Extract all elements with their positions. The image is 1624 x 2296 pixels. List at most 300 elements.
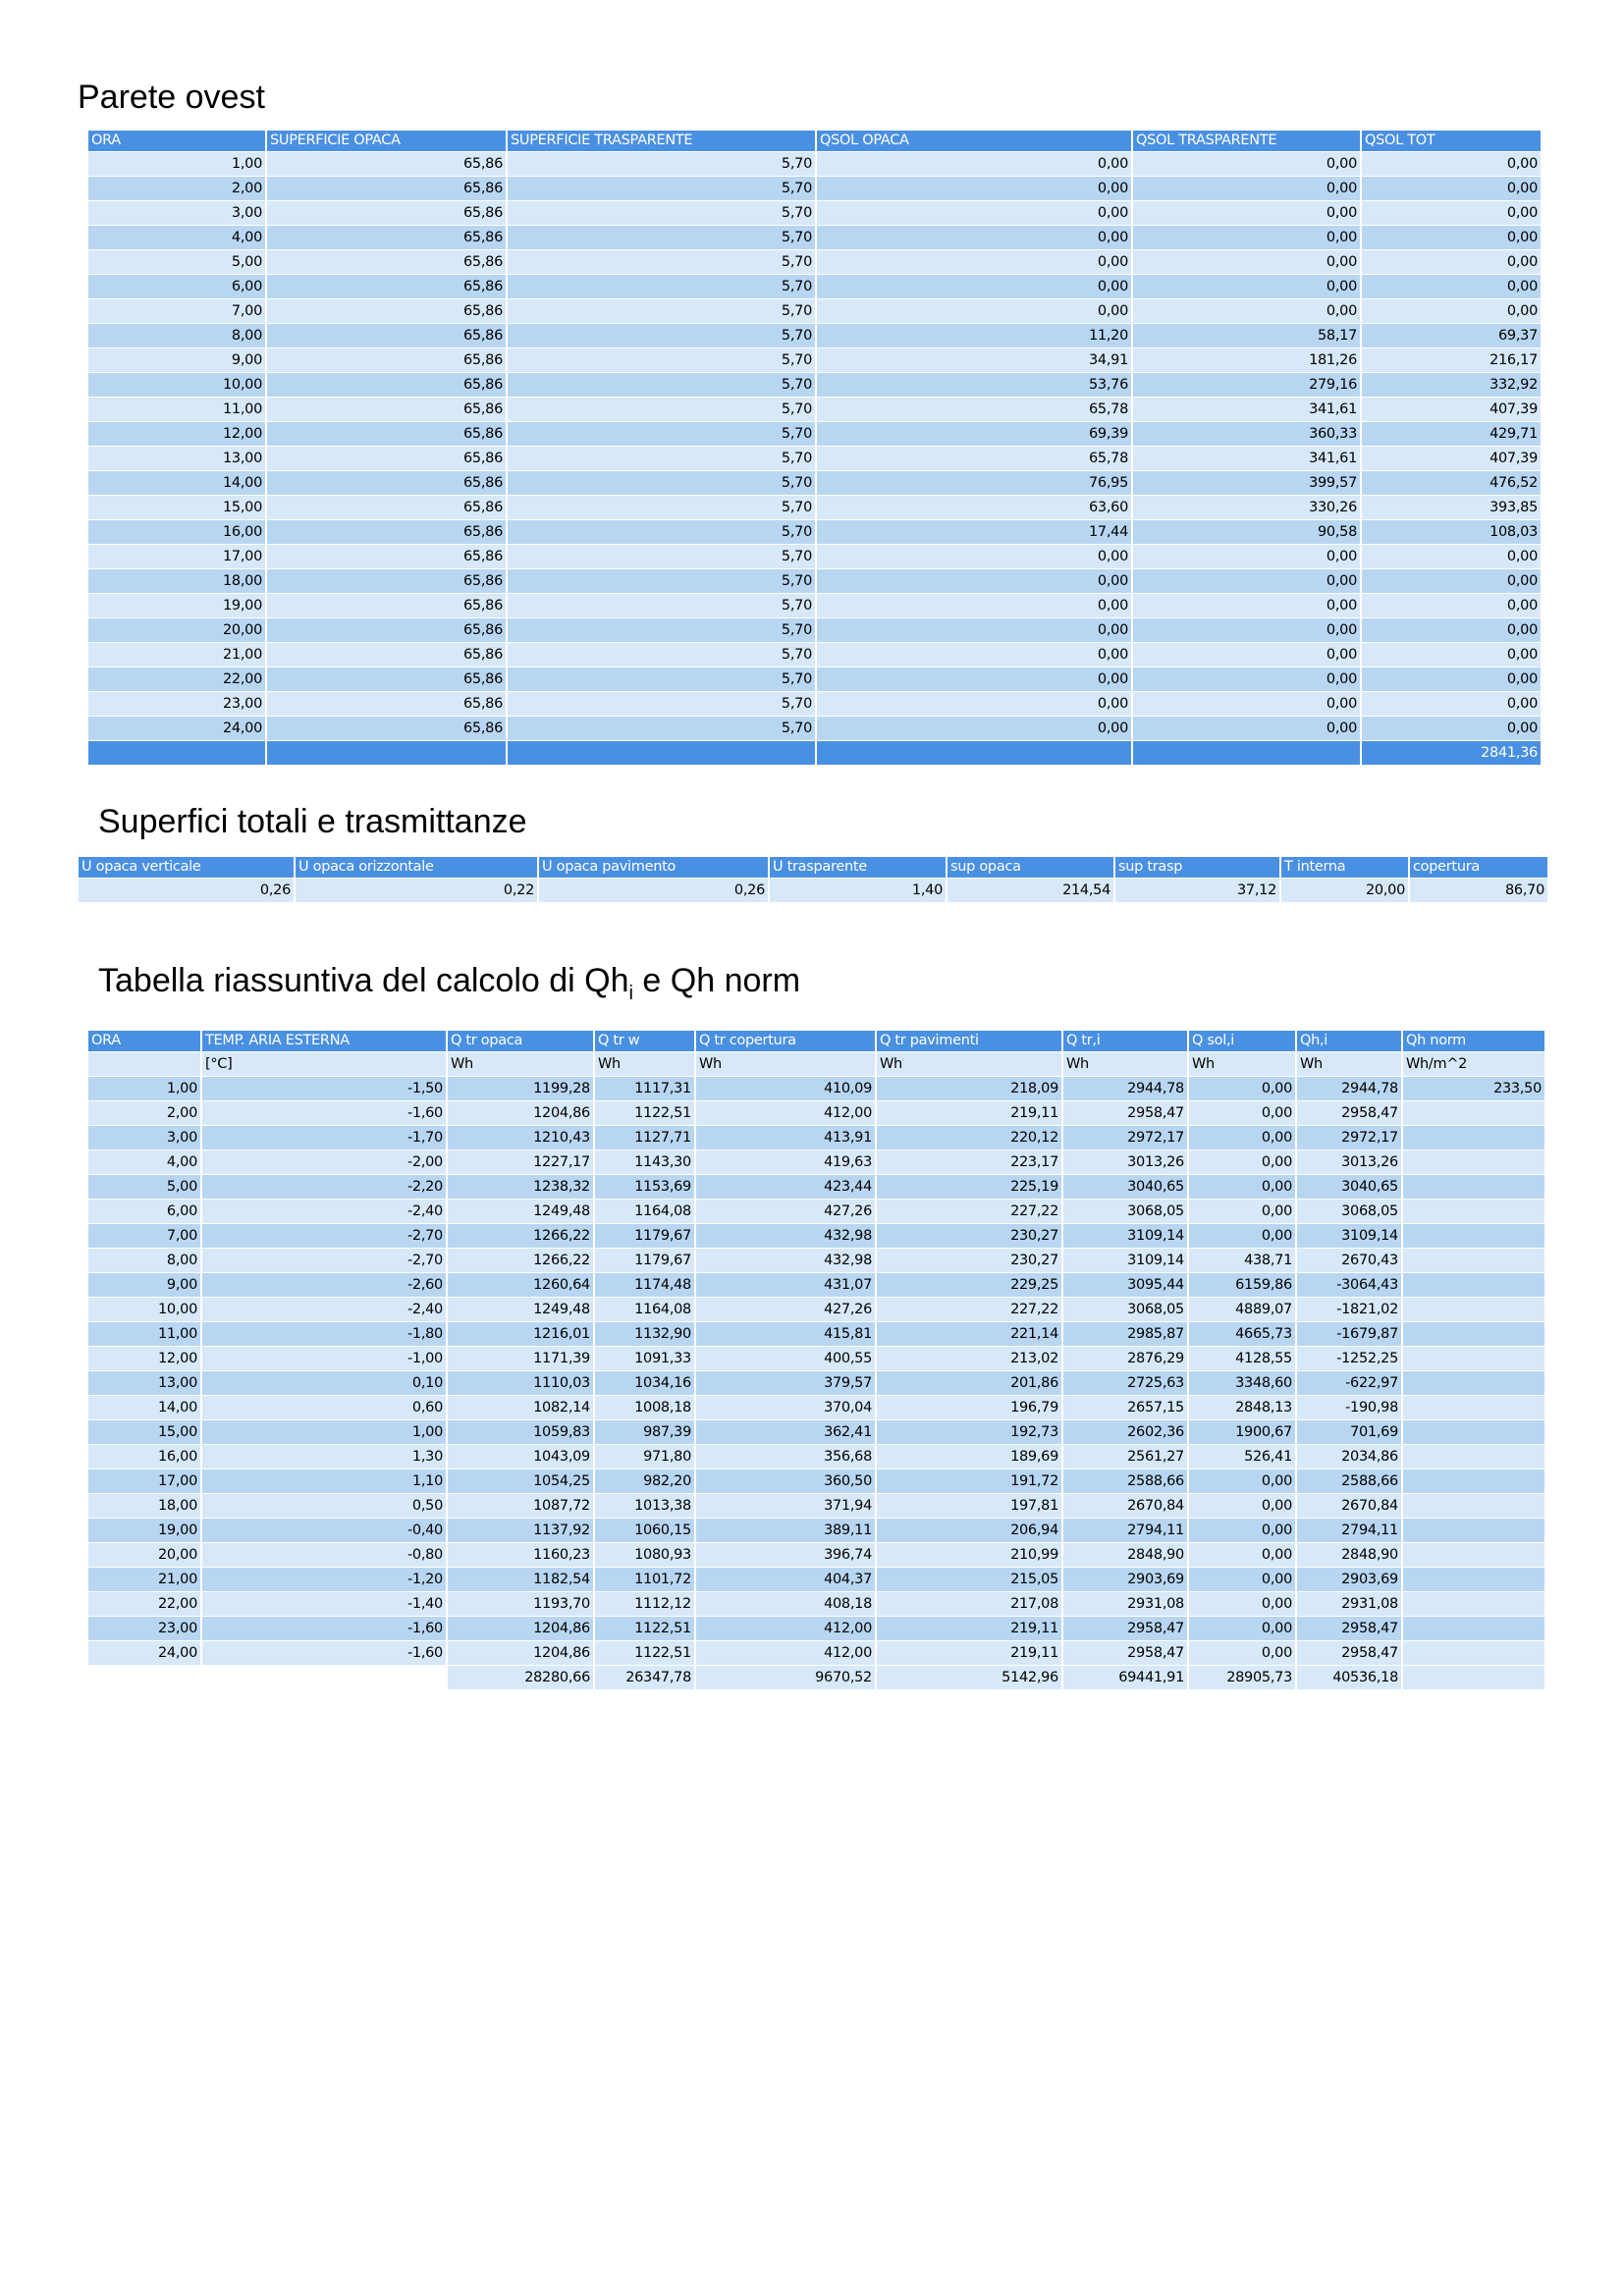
unit-cell: Wh	[695, 1052, 876, 1077]
column-header: U opaca orizzontale	[295, 857, 538, 879]
table-cell: -1,20	[201, 1568, 447, 1592]
table-cell: 214,54	[947, 879, 1114, 903]
table-cell: 65,86	[266, 348, 507, 373]
table-cell: 410,09	[695, 1077, 876, 1101]
table-row	[88, 1617, 1545, 1641]
table-cell: 21,00	[88, 1568, 201, 1592]
table-cell: 1122,51	[594, 1617, 695, 1641]
unit-cell: Wh	[1188, 1052, 1296, 1077]
table-row	[88, 545, 1542, 569]
column-header: Q tr w	[594, 1031, 695, 1052]
table-cell: 2034,86	[1296, 1445, 1402, 1469]
table-cell: 415,81	[695, 1322, 876, 1347]
table-cell: 0,00	[1361, 545, 1542, 569]
table-cell: 2,00	[88, 1101, 201, 1126]
column-header: TEMP. ARIA ESTERNA	[201, 1031, 447, 1052]
table-cell: 221,14	[876, 1322, 1062, 1347]
table-cell: 5,70	[507, 422, 816, 447]
table-cell: 1204,86	[447, 1617, 594, 1641]
total-value: 69441,91	[1062, 1666, 1188, 1690]
table-cell: 0,00	[1132, 717, 1361, 741]
table-cell: 2794,11	[1062, 1519, 1188, 1543]
table-row	[88, 177, 1542, 201]
empty-cell	[816, 741, 1132, 766]
table-cell: 65,86	[266, 643, 507, 667]
table-cell: 0,00	[1361, 152, 1542, 177]
table-cell: 5,70	[507, 152, 816, 177]
unit-cell: Wh	[1296, 1052, 1402, 1077]
table-cell	[1402, 1617, 1545, 1641]
table-cell: -1,60	[201, 1641, 447, 1666]
table-cell: 432,98	[695, 1249, 876, 1273]
table-cell: 8,00	[88, 1249, 201, 1273]
unit-cell: Wh	[1062, 1052, 1188, 1077]
table-row	[88, 1641, 1545, 1666]
table-header-row	[79, 857, 1548, 879]
table-cell: 65,86	[266, 520, 507, 545]
table-cell: 6,00	[88, 1200, 201, 1224]
parete-ovest-table	[88, 131, 1543, 766]
table-cell: -2,70	[201, 1224, 447, 1249]
column-header: QSOL TRASPARENTE	[1132, 131, 1361, 152]
table-row	[88, 324, 1542, 348]
table-cell	[1402, 1543, 1545, 1568]
table-cell: 1122,51	[594, 1101, 695, 1126]
column-header: Q tr,i	[1062, 1031, 1188, 1052]
table-cell: 189,69	[876, 1445, 1062, 1469]
table-cell: 1199,28	[447, 1077, 594, 1101]
table-cell: 10,00	[88, 1298, 201, 1322]
table-row	[88, 667, 1542, 692]
table-cell: -2,00	[201, 1150, 447, 1175]
table-cell: 206,94	[876, 1519, 1062, 1543]
table-cell: 230,27	[876, 1224, 1062, 1249]
table-cell: 1112,12	[594, 1592, 695, 1617]
table-cell: 1060,15	[594, 1519, 695, 1543]
table-cell: 3,00	[88, 201, 266, 226]
table-cell: 1210,43	[447, 1126, 594, 1150]
table-cell: 407,39	[1361, 398, 1542, 422]
table-cell: 0,00	[1361, 667, 1542, 692]
table-cell: 7,00	[88, 299, 266, 324]
table-cell: 1,10	[201, 1469, 447, 1494]
table-cell: 3348,60	[1188, 1371, 1296, 1396]
table-cell: 5,70	[507, 348, 816, 373]
table-cell: 0,00	[1188, 1641, 1296, 1666]
table-cell: 0,26	[538, 879, 769, 903]
table-cell: 65,86	[266, 422, 507, 447]
table-cell: -2,40	[201, 1200, 447, 1224]
table-cell: 216,17	[1361, 348, 1542, 373]
table-cell: 4665,73	[1188, 1322, 1296, 1347]
table-cell: 5,70	[507, 226, 816, 250]
table-cell	[1402, 1592, 1545, 1617]
table-cell: 360,33	[1132, 422, 1361, 447]
table-row	[88, 1298, 1545, 1322]
table-cell: 0,00	[1188, 1200, 1296, 1224]
table-cell: 362,41	[695, 1420, 876, 1445]
table-cell: 65,78	[816, 447, 1132, 471]
table-row	[88, 299, 1542, 324]
table-cell: 0,00	[1188, 1150, 1296, 1175]
table-cell: 0,00	[816, 545, 1132, 569]
table-cell: 18,00	[88, 1494, 201, 1519]
table-cell: 58,17	[1132, 324, 1361, 348]
table-row	[88, 398, 1542, 422]
table-cell: 1171,39	[447, 1347, 594, 1371]
table-cell: 15,00	[88, 1420, 201, 1445]
table-cell: 0,50	[201, 1494, 447, 1519]
table-cell: 0,00	[1132, 545, 1361, 569]
unit-cell	[88, 1052, 201, 1077]
table-cell: 427,26	[695, 1200, 876, 1224]
table-cell: 987,39	[594, 1420, 695, 1445]
table-cell: -1,70	[201, 1126, 447, 1150]
table-cell: 2972,17	[1062, 1126, 1188, 1150]
table-cell: 5,70	[507, 618, 816, 643]
table-cell: 407,39	[1361, 447, 1542, 471]
table-cell: 413,91	[695, 1126, 876, 1150]
table-cell: 0,00	[1361, 618, 1542, 643]
column-header: sup opaca	[947, 857, 1114, 879]
table-cell: 393,85	[1361, 496, 1542, 520]
table-cell: 227,22	[876, 1298, 1062, 1322]
unit-cell: Wh	[447, 1052, 594, 1077]
table-cell: 17,00	[88, 545, 266, 569]
table-cell: 1,40	[769, 879, 947, 903]
title-rest: e Qh norm	[632, 962, 801, 999]
table-cell: 1132,90	[594, 1322, 695, 1347]
table-cell: 1082,14	[447, 1396, 594, 1420]
table-cell: 4889,07	[1188, 1298, 1296, 1322]
table-cell: 24,00	[88, 717, 266, 741]
column-header: U trasparente	[769, 857, 947, 879]
column-header: QSOL OPACA	[816, 131, 1132, 152]
empty-cell	[1132, 741, 1361, 766]
table-cell: 0,00	[1361, 717, 1542, 741]
table-cell: 230,27	[876, 1249, 1062, 1273]
empty-cell	[88, 741, 266, 766]
table-row	[88, 692, 1542, 717]
table-cell: 427,26	[695, 1298, 876, 1322]
table-row	[88, 594, 1542, 618]
table-cell: 1266,22	[447, 1249, 594, 1273]
table-cell: 65,86	[266, 324, 507, 348]
table-cell: 1153,69	[594, 1175, 695, 1200]
table-row	[88, 201, 1542, 226]
table-cell: 0,00	[1188, 1126, 1296, 1150]
table-cell: 22,00	[88, 667, 266, 692]
table-row	[88, 1126, 1545, 1150]
table-cell: 13,00	[88, 1371, 201, 1396]
table-cell: -1,60	[201, 1101, 447, 1126]
title-subscript: i	[628, 982, 633, 1004]
table-cell: 1122,51	[594, 1641, 695, 1666]
table-row	[88, 250, 1542, 275]
table-cell: 0,00	[1361, 594, 1542, 618]
table-cell: 17,44	[816, 520, 1132, 545]
table-row	[88, 1396, 1545, 1420]
table-cell: 0,00	[816, 250, 1132, 275]
table-cell: 5,70	[507, 569, 816, 594]
table-cell: 21,00	[88, 643, 266, 667]
table-cell: 5,70	[507, 398, 816, 422]
table-cell: 69,39	[816, 422, 1132, 447]
table-cell: 8,00	[88, 324, 266, 348]
section-title-riassuntiva	[98, 962, 800, 1005]
table-cell: 0,00	[1188, 1469, 1296, 1494]
table-cell: 217,08	[876, 1592, 1062, 1617]
table-cell: 0,00	[816, 594, 1132, 618]
table-row	[88, 1420, 1545, 1445]
table-cell: 1164,08	[594, 1200, 695, 1224]
column-header: copertura	[1409, 857, 1548, 879]
table-row	[88, 447, 1542, 471]
table-cell: 12,00	[88, 1347, 201, 1371]
table-row	[88, 1077, 1545, 1101]
table-cell	[1402, 1101, 1545, 1126]
table-cell: 701,69	[1296, 1420, 1402, 1445]
table-cell: 6159,86	[1188, 1273, 1296, 1298]
table-cell	[1402, 1150, 1545, 1175]
table-cell: 404,37	[695, 1568, 876, 1592]
table-cell: 219,11	[876, 1617, 1062, 1641]
table-cell: 0,00	[816, 275, 1132, 299]
table-cell: 4128,55	[1188, 1347, 1296, 1371]
table-row	[88, 1445, 1545, 1469]
table-cell: -1,80	[201, 1322, 447, 1347]
table-cell: 0,00	[1361, 569, 1542, 594]
table-cell: 2561,27	[1062, 1445, 1188, 1469]
table-cell	[1402, 1568, 1545, 1592]
table-row	[88, 1543, 1545, 1568]
table-cell: 4,00	[88, 226, 266, 250]
table-cell: 431,07	[695, 1273, 876, 1298]
column-header: ORA	[88, 131, 266, 152]
table-cell: 220,12	[876, 1126, 1062, 1150]
table-cell: 18,00	[88, 569, 266, 594]
table-cell: 5,70	[507, 177, 816, 201]
table-cell: 218,09	[876, 1077, 1062, 1101]
column-header: Q tr opaca	[447, 1031, 594, 1052]
table-row	[88, 226, 1542, 250]
table-cell: 65,86	[266, 373, 507, 398]
empty-cell	[507, 741, 816, 766]
empty-cell	[266, 741, 507, 766]
table-cell: 2657,15	[1062, 1396, 1188, 1420]
table-row	[88, 520, 1542, 545]
total-value: 28905,73	[1188, 1666, 1296, 1690]
table-cell: 65,86	[266, 496, 507, 520]
table-cell: 20,00	[88, 618, 266, 643]
table-cell: 0,00	[1188, 1494, 1296, 1519]
table-cell: 371,94	[695, 1494, 876, 1519]
table-cell: 3095,44	[1062, 1273, 1188, 1298]
table-cell	[1402, 1371, 1545, 1396]
table-cell: 356,68	[695, 1445, 876, 1469]
total-value: 28280,66	[447, 1666, 594, 1690]
table-cell: 4,00	[88, 1150, 201, 1175]
table-row	[88, 1200, 1545, 1224]
table-cell: 408,18	[695, 1592, 876, 1617]
table-cell: 0,00	[816, 643, 1132, 667]
table-cell: 65,86	[266, 717, 507, 741]
table-cell: 23,00	[88, 1617, 201, 1641]
table-cell: 419,63	[695, 1150, 876, 1175]
table-cell: 5,70	[507, 471, 816, 496]
table-cell: 0,00	[1188, 1077, 1296, 1101]
table-cell: 23,00	[88, 692, 266, 717]
section-title-parete-ovest: Parete ovest	[78, 79, 265, 116]
table-cell: 2670,84	[1062, 1494, 1188, 1519]
table-cell: 1227,17	[447, 1150, 594, 1175]
table-cell: 5,70	[507, 324, 816, 348]
table-cell: 1249,48	[447, 1298, 594, 1322]
table-cell: 65,86	[266, 471, 507, 496]
table-cell: 65,78	[816, 398, 1132, 422]
table-cell: 86,70	[1409, 879, 1548, 903]
table-cell: 2670,84	[1296, 1494, 1402, 1519]
table-cell: -1252,25	[1296, 1347, 1402, 1371]
table-cell: 0,10	[201, 1371, 447, 1396]
table-row	[88, 1494, 1545, 1519]
table-cell: -1,40	[201, 1592, 447, 1617]
table-cell	[1402, 1445, 1545, 1469]
table-cell: 181,26	[1132, 348, 1361, 373]
table-cell: 0,00	[1132, 692, 1361, 717]
table-cell: 1164,08	[594, 1298, 695, 1322]
table-cell: 1160,23	[447, 1543, 594, 1568]
table-cell: 5,70	[507, 275, 816, 299]
table-cell: -2,70	[201, 1249, 447, 1273]
table-cell: 20,00	[88, 1543, 201, 1568]
table-cell: 0,00	[1361, 177, 1542, 201]
table-cell: 14,00	[88, 1396, 201, 1420]
table-cell: 65,86	[266, 447, 507, 471]
table-cell: 1174,48	[594, 1273, 695, 1298]
column-header: ORA	[88, 1031, 201, 1052]
table-cell: 1143,30	[594, 1150, 695, 1175]
table-row	[88, 275, 1542, 299]
table-cell	[1402, 1249, 1545, 1273]
table-cell	[1402, 1175, 1545, 1200]
table-cell: 0,00	[816, 667, 1132, 692]
table-cell: -2,60	[201, 1273, 447, 1298]
table-cell: 65,86	[266, 226, 507, 250]
table-cell: -0,80	[201, 1543, 447, 1568]
table-cell: 0,60	[201, 1396, 447, 1420]
table-cell: 0,00	[1361, 201, 1542, 226]
unit-cell: Wh	[594, 1052, 695, 1077]
table-cell: 65,86	[266, 275, 507, 299]
table-row	[88, 1592, 1545, 1617]
table-cell: 9,00	[88, 1273, 201, 1298]
table-cell: 0,00	[1132, 299, 1361, 324]
table-cell: 1900,67	[1188, 1420, 1296, 1445]
table-cell: 5,70	[507, 692, 816, 717]
column-header: QSOL TOT	[1361, 131, 1542, 152]
table-cell: 2848,13	[1188, 1396, 1296, 1420]
table-cell: 0,00	[1188, 1519, 1296, 1543]
table-cell: 3068,05	[1296, 1200, 1402, 1224]
table-cell: 360,50	[695, 1469, 876, 1494]
table-cell: 332,92	[1361, 373, 1542, 398]
title-main: Tabella riassuntiva del calcolo di Qh	[98, 962, 629, 999]
table-cell: 0,26	[79, 879, 295, 903]
table-cell: 412,00	[695, 1641, 876, 1666]
table-cell: 2958,47	[1062, 1641, 1188, 1666]
table-cell: 1249,48	[447, 1200, 594, 1224]
total-row	[88, 741, 1542, 766]
total-value: 26347,78	[594, 1666, 695, 1690]
table-cell: 16,00	[88, 520, 266, 545]
table-cell: 22,00	[88, 1592, 201, 1617]
table-cell: 0,00	[816, 152, 1132, 177]
table-row	[88, 1175, 1545, 1200]
table-cell: 5,70	[507, 201, 816, 226]
table-cell: 0,00	[1188, 1617, 1296, 1641]
table-cell: 225,19	[876, 1175, 1062, 1200]
table-cell: 227,22	[876, 1200, 1062, 1224]
table-row	[88, 1519, 1545, 1543]
table-cell: 9,00	[88, 348, 266, 373]
table-cell: 233,50	[1402, 1077, 1545, 1101]
table-cell	[1402, 1396, 1545, 1420]
table-cell: 53,76	[816, 373, 1132, 398]
unit-cell: Wh	[876, 1052, 1062, 1077]
table-cell: 69,37	[1361, 324, 1542, 348]
table-cell: 279,16	[1132, 373, 1361, 398]
empty-cell	[88, 1666, 201, 1690]
table-cell: 3068,05	[1062, 1200, 1188, 1224]
table-cell: 2670,43	[1296, 1249, 1402, 1273]
table-cell: 0,00	[1361, 299, 1542, 324]
table-cell: 1054,25	[447, 1469, 594, 1494]
table-cell: 1034,16	[594, 1371, 695, 1396]
table-row	[88, 717, 1542, 741]
table-cell: 213,02	[876, 1347, 1062, 1371]
column-header: sup trasp	[1114, 857, 1280, 879]
table-cell: 1204,86	[447, 1641, 594, 1666]
table-cell: 2,00	[88, 177, 266, 201]
table-cell: 5,70	[507, 520, 816, 545]
table-cell: 1,30	[201, 1445, 447, 1469]
table-cell: 1080,93	[594, 1543, 695, 1568]
table-cell: 0,00	[1132, 201, 1361, 226]
table-cell	[1402, 1469, 1545, 1494]
table-cell: 0,00	[1132, 569, 1361, 594]
table-cell	[1402, 1347, 1545, 1371]
total-value: 2841,36	[1361, 741, 1542, 766]
column-header: T interna	[1280, 857, 1409, 879]
table-cell: 2931,08	[1296, 1592, 1402, 1617]
table-cell: 982,20	[594, 1469, 695, 1494]
table-cell: 396,74	[695, 1543, 876, 1568]
table-cell: 5,70	[507, 496, 816, 520]
table-cell	[1402, 1420, 1545, 1445]
table-row	[88, 1322, 1545, 1347]
table-cell: 3109,14	[1296, 1224, 1402, 1249]
table-cell: 423,44	[695, 1175, 876, 1200]
table-cell: 2848,90	[1296, 1543, 1402, 1568]
table-row	[88, 422, 1542, 447]
unit-cell: Wh/m^2	[1402, 1052, 1545, 1077]
table-cell: 1110,03	[447, 1371, 594, 1396]
table-cell: 2794,11	[1296, 1519, 1402, 1543]
table-cell: 0,00	[816, 692, 1132, 717]
table-cell: 3040,65	[1296, 1175, 1402, 1200]
table-cell: 2944,78	[1062, 1077, 1188, 1101]
